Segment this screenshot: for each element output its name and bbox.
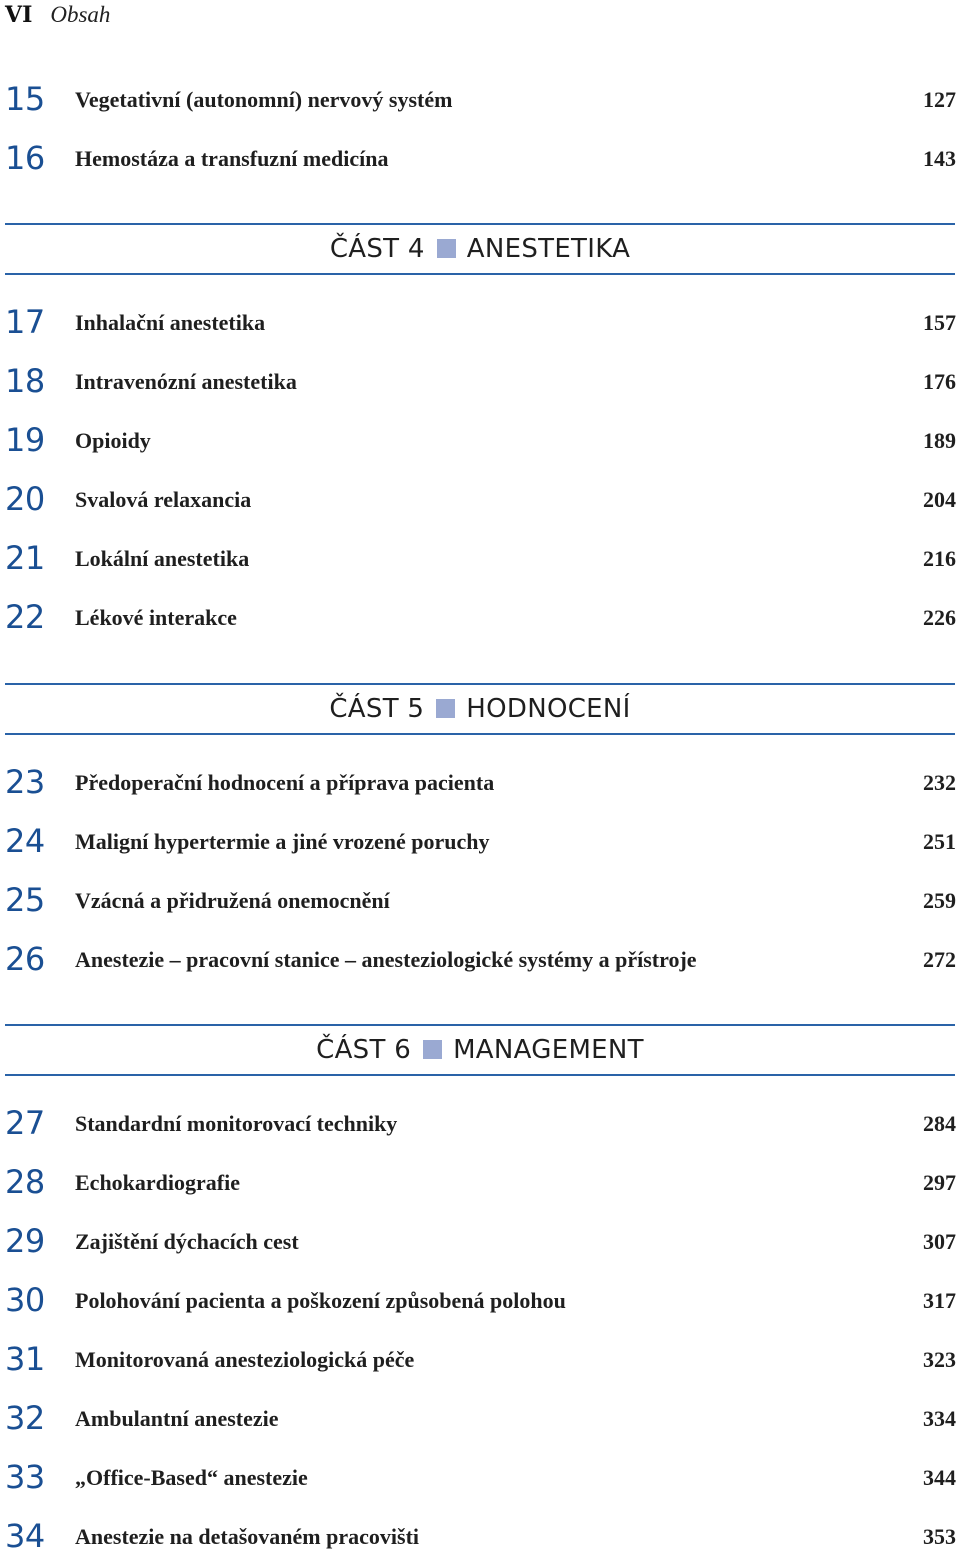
page-ref: 307 <box>923 1229 956 1254</box>
page-ref: 189 <box>923 428 956 453</box>
chapter-number: 34 <box>5 1517 45 1555</box>
running-head-title: Obsah <box>50 2 111 27</box>
page-ref: 251 <box>923 829 956 854</box>
chapter-number: 16 <box>5 139 45 177</box>
toc-entry[interactable] <box>0 1396 956 1440</box>
page-ref: 232 <box>923 770 956 795</box>
chapter-number: 22 <box>5 598 45 636</box>
part-number: ČÁST 6 <box>316 1035 412 1065</box>
toc-entry[interactable] <box>0 1278 956 1322</box>
chapter-number: 25 <box>5 881 45 919</box>
part-rule-bottom <box>5 733 955 735</box>
toc-entry[interactable] <box>0 595 956 639</box>
chapter-title: „Office-Based“ anestezie <box>75 1465 308 1490</box>
toc-entry[interactable] <box>0 536 956 580</box>
page-ref: 272 <box>923 947 956 972</box>
toc-entry[interactable] <box>0 359 956 403</box>
toc-entry[interactable] <box>0 77 956 121</box>
part-rule-bottom <box>5 273 955 275</box>
page-ref: 127 <box>923 87 956 112</box>
chapter-title: Vegetativní (autonomní) nervový systém <box>75 87 453 112</box>
toc-entry[interactable] <box>0 1160 956 1204</box>
toc-entry[interactable] <box>0 1337 956 1381</box>
part-name: MANAGEMENT <box>453 1035 644 1065</box>
chapter-title: Zajištění dýchacích cest <box>75 1229 299 1254</box>
page-ref: 216 <box>923 546 956 571</box>
chapter-number: 23 <box>5 763 45 801</box>
page-ref: 323 <box>923 1347 956 1372</box>
chapter-number: 32 <box>5 1399 45 1437</box>
page-ref: 334 <box>923 1406 956 1431</box>
page-ref: 226 <box>923 605 956 630</box>
chapter-number: 24 <box>5 822 45 860</box>
part-number: ČÁST 4 <box>329 234 425 264</box>
chapter-number: 27 <box>5 1104 45 1142</box>
page-ref: 259 <box>923 888 956 913</box>
chapter-title: Předoperační hodnocení a příprava pacienta <box>75 770 495 795</box>
page-ref: 204 <box>923 487 956 512</box>
chapter-number: 33 <box>5 1458 45 1496</box>
chapter-title: Intravenózní anestetika <box>75 369 297 394</box>
running-head <box>5 0 110 30</box>
toc-entry[interactable] <box>0 477 956 521</box>
toc-entry[interactable] <box>0 937 956 981</box>
page-ref: 353 <box>923 1524 956 1549</box>
page-ref: 143 <box>923 146 956 171</box>
page-number: VI <box>5 2 33 28</box>
chapter-title: Inhalační anestetika <box>75 310 266 335</box>
page-ref: 344 <box>923 1465 956 1490</box>
part-name: HODNOCENÍ <box>466 694 631 724</box>
toc-entry[interactable] <box>0 819 956 863</box>
chapter-title: Anestezie na detašovaném pracovišti <box>75 1524 420 1549</box>
chapter-number: 26 <box>5 940 45 978</box>
toc-entry[interactable] <box>0 1455 956 1499</box>
chapter-number: 21 <box>5 539 45 577</box>
chapter-title: Echokardiografie <box>75 1170 240 1195</box>
part-name: ANESTETIKA <box>466 234 631 264</box>
chapter-number: 29 <box>5 1222 45 1260</box>
chapter-title: Vzácná a přidružená onemocnění <box>75 888 390 913</box>
square-bullet-icon <box>437 239 456 258</box>
chapter-number: 28 <box>5 1163 45 1201</box>
page-ref: 176 <box>923 369 956 394</box>
part-rule-bottom <box>5 1074 955 1076</box>
chapter-title: Standardní monitorovací techniky <box>75 1111 398 1136</box>
chapter-title: Anestezie – pracovní stanice – anesteziologické systémy a přístroje <box>75 947 697 972</box>
part-number: ČÁST 5 <box>329 694 425 724</box>
chapter-number: 30 <box>5 1281 45 1319</box>
page-ref: 317 <box>923 1288 956 1313</box>
square-bullet-icon <box>423 1040 442 1059</box>
toc-entry[interactable] <box>0 760 956 804</box>
toc-entry[interactable] <box>0 418 956 462</box>
toc-entry[interactable] <box>0 136 956 180</box>
chapter-title: Polohování pacienta a poškození způsobená polohou <box>75 1288 566 1313</box>
page-ref: 157 <box>923 310 956 335</box>
chapter-title: Monitorovaná anesteziologická péče <box>75 1347 415 1372</box>
chapter-number: 15 <box>5 80 45 118</box>
chapter-title: Opioidy <box>75 428 151 453</box>
chapter-number: 19 <box>5 421 45 459</box>
chapter-title: Svalová relaxancia <box>75 487 252 512</box>
page-ref: 284 <box>923 1111 956 1136</box>
toc-entry[interactable] <box>0 1514 956 1558</box>
chapter-title: Maligní hypertermie a jiné vrozené poruchy <box>75 829 490 854</box>
toc-entry[interactable] <box>0 300 956 344</box>
chapter-number: 18 <box>5 362 45 400</box>
chapter-title: Lékové interakce <box>75 605 237 630</box>
square-bullet-icon <box>436 699 455 718</box>
chapter-number: 17 <box>5 303 45 341</box>
toc-entry[interactable] <box>0 878 956 922</box>
chapter-number: 20 <box>5 480 45 518</box>
page-ref: 297 <box>923 1170 956 1195</box>
toc-entry[interactable] <box>0 1101 956 1145</box>
chapter-number: 31 <box>5 1340 45 1378</box>
chapter-title: Lokální anestetika <box>75 546 250 571</box>
chapter-title: Hemostáza a transfuzní medicína <box>75 146 389 171</box>
chapter-title: Ambulantní anestezie <box>75 1406 279 1431</box>
toc-entry[interactable] <box>0 1219 956 1263</box>
